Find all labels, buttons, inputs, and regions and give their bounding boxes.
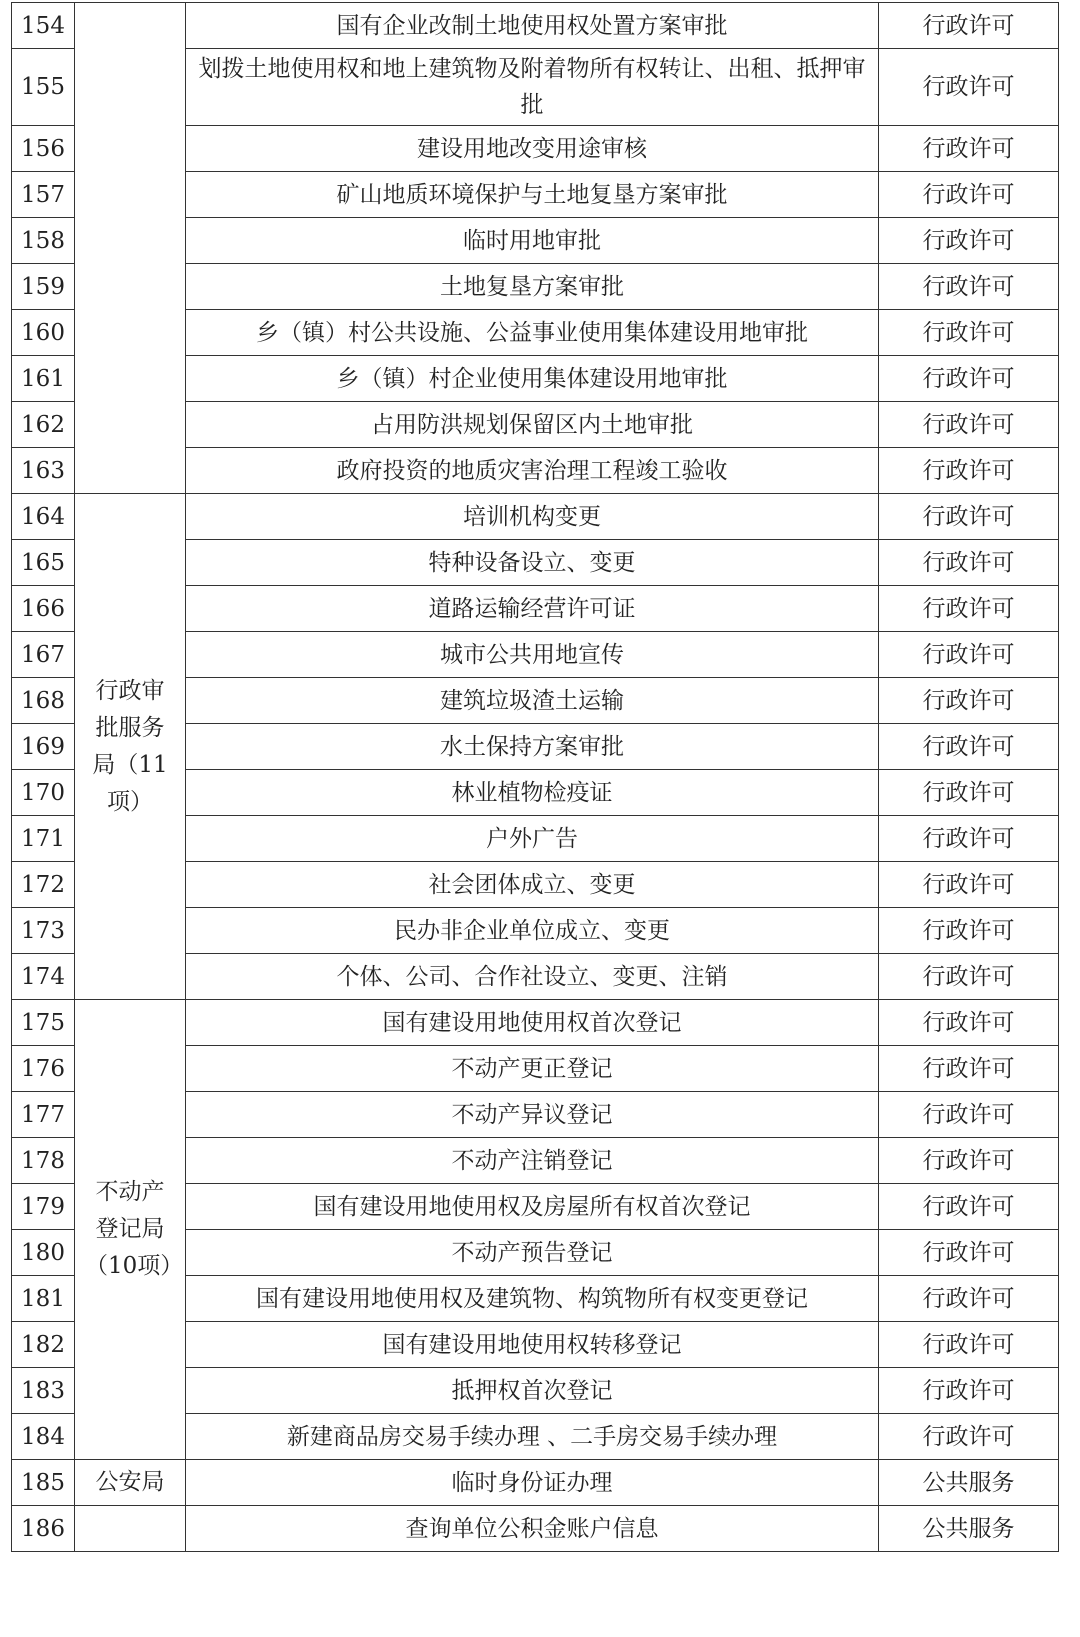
department-cell: 不动产登记局（10项） [75,1000,186,1460]
item-name: 建筑垃圾渣土运输 [186,678,879,724]
item-name: 不动产预告登记 [186,1230,879,1276]
row-number: 165 [12,540,75,586]
item-type: 行政许可 [879,1184,1059,1230]
row-number: 161 [12,356,75,402]
table-row [12,1460,1059,1506]
row-number: 176 [12,1046,75,1092]
row-number: 172 [12,862,75,908]
item-type: 行政许可 [879,172,1059,218]
table-row [12,1000,1059,1046]
item-type: 行政许可 [879,1368,1059,1414]
item-type: 行政许可 [879,49,1059,126]
item-type: 行政许可 [879,816,1059,862]
item-type: 行政许可 [879,678,1059,724]
item-name: 矿山地质环境保护与土地复垦方案审批 [186,172,879,218]
item-type: 行政许可 [879,1046,1059,1092]
row-number: 178 [12,1138,75,1184]
item-name: 水土保持方案审批 [186,724,879,770]
item-name: 国有建设用地使用权转移登记 [186,1322,879,1368]
row-number: 175 [12,1000,75,1046]
item-type: 行政许可 [879,402,1059,448]
table-row [12,494,1059,540]
item-type: 行政许可 [879,448,1059,494]
row-number: 156 [12,126,75,172]
row-number: 167 [12,632,75,678]
item-name: 户外广告 [186,816,879,862]
row-number: 157 [12,172,75,218]
item-type: 行政许可 [879,1092,1059,1138]
item-name: 临时身份证办理 [186,1460,879,1506]
item-name: 国有建设用地使用权首次登记 [186,1000,879,1046]
item-type: 行政许可 [879,1322,1059,1368]
service-items-table [11,2,1059,1552]
item-name: 建设用地改变用途审核 [186,126,879,172]
table-body [12,3,1059,1552]
row-number: 174 [12,954,75,1000]
row-number: 158 [12,218,75,264]
item-type: 公共服务 [879,1460,1059,1506]
row-number: 168 [12,678,75,724]
row-number: 166 [12,586,75,632]
item-name: 城市公共用地宣传 [186,632,879,678]
item-name: 土地复垦方案审批 [186,264,879,310]
item-name: 道路运输经营许可证 [186,586,879,632]
item-type: 行政许可 [879,264,1059,310]
row-number: 182 [12,1322,75,1368]
table-row [12,1506,1059,1552]
department-cell [75,1506,186,1552]
item-name: 国有建设用地使用权及房屋所有权首次登记 [186,1184,879,1230]
item-name: 占用防洪规划保留区内土地审批 [186,402,879,448]
item-type: 行政许可 [879,3,1059,49]
item-name: 新建商品房交易手续办理 、二手房交易手续办理 [186,1414,879,1460]
item-type: 行政许可 [879,1414,1059,1460]
item-type: 行政许可 [879,954,1059,1000]
item-type: 行政许可 [879,356,1059,402]
item-name: 乡（镇）村公共设施、公益事业使用集体建设用地审批 [186,310,879,356]
item-name: 培训机构变更 [186,494,879,540]
item-type: 行政许可 [879,494,1059,540]
item-type: 公共服务 [879,1506,1059,1552]
row-number: 173 [12,908,75,954]
row-number: 185 [12,1460,75,1506]
item-name: 社会团体成立、变更 [186,862,879,908]
item-type: 行政许可 [879,724,1059,770]
row-number: 186 [12,1506,75,1552]
row-number: 155 [12,49,75,126]
row-number: 177 [12,1092,75,1138]
row-number: 163 [12,448,75,494]
row-number: 180 [12,1230,75,1276]
row-number: 181 [12,1276,75,1322]
item-name: 个体、公司、合作社设立、变更、注销 [186,954,879,1000]
row-number: 160 [12,310,75,356]
department-cell [75,3,186,494]
item-type: 行政许可 [879,218,1059,264]
item-type: 行政许可 [879,770,1059,816]
item-type: 行政许可 [879,1138,1059,1184]
row-number: 170 [12,770,75,816]
item-name: 国有建设用地使用权及建筑物、构筑物所有权变更登记 [186,1276,879,1322]
row-number: 179 [12,1184,75,1230]
row-number: 164 [12,494,75,540]
item-type: 行政许可 [879,1230,1059,1276]
item-type: 行政许可 [879,586,1059,632]
item-name: 特种设备设立、变更 [186,540,879,586]
item-type: 行政许可 [879,1000,1059,1046]
item-name: 划拨土地使用权和地上建筑物及附着物所有权转让、出租、抵押审批 [186,49,879,126]
row-number: 184 [12,1414,75,1460]
row-number: 162 [12,402,75,448]
row-number: 183 [12,1368,75,1414]
item-name: 不动产异议登记 [186,1092,879,1138]
item-type: 行政许可 [879,310,1059,356]
item-name: 抵押权首次登记 [186,1368,879,1414]
item-name: 查询单位公积金账户信息 [186,1506,879,1552]
row-number: 159 [12,264,75,310]
row-number: 154 [12,3,75,49]
item-name: 不动产注销登记 [186,1138,879,1184]
item-name: 临时用地审批 [186,218,879,264]
item-name: 乡（镇）村企业使用集体建设用地审批 [186,356,879,402]
row-number: 169 [12,724,75,770]
item-name: 不动产更正登记 [186,1046,879,1092]
row-number: 171 [12,816,75,862]
department-cell: 公安局 [75,1460,186,1506]
item-type: 行政许可 [879,908,1059,954]
item-type: 行政许可 [879,126,1059,172]
item-name: 国有企业改制土地使用权处置方案审批 [186,3,879,49]
item-type: 行政许可 [879,862,1059,908]
department-cell: 行政审批服务局（11项） [75,494,186,1000]
table-row [12,3,1059,49]
item-type: 行政许可 [879,632,1059,678]
item-name: 民办非企业单位成立、变更 [186,908,879,954]
item-type: 行政许可 [879,1276,1059,1322]
item-name: 政府投资的地质灾害治理工程竣工验收 [186,448,879,494]
item-type: 行政许可 [879,540,1059,586]
item-name: 林业植物检疫证 [186,770,879,816]
